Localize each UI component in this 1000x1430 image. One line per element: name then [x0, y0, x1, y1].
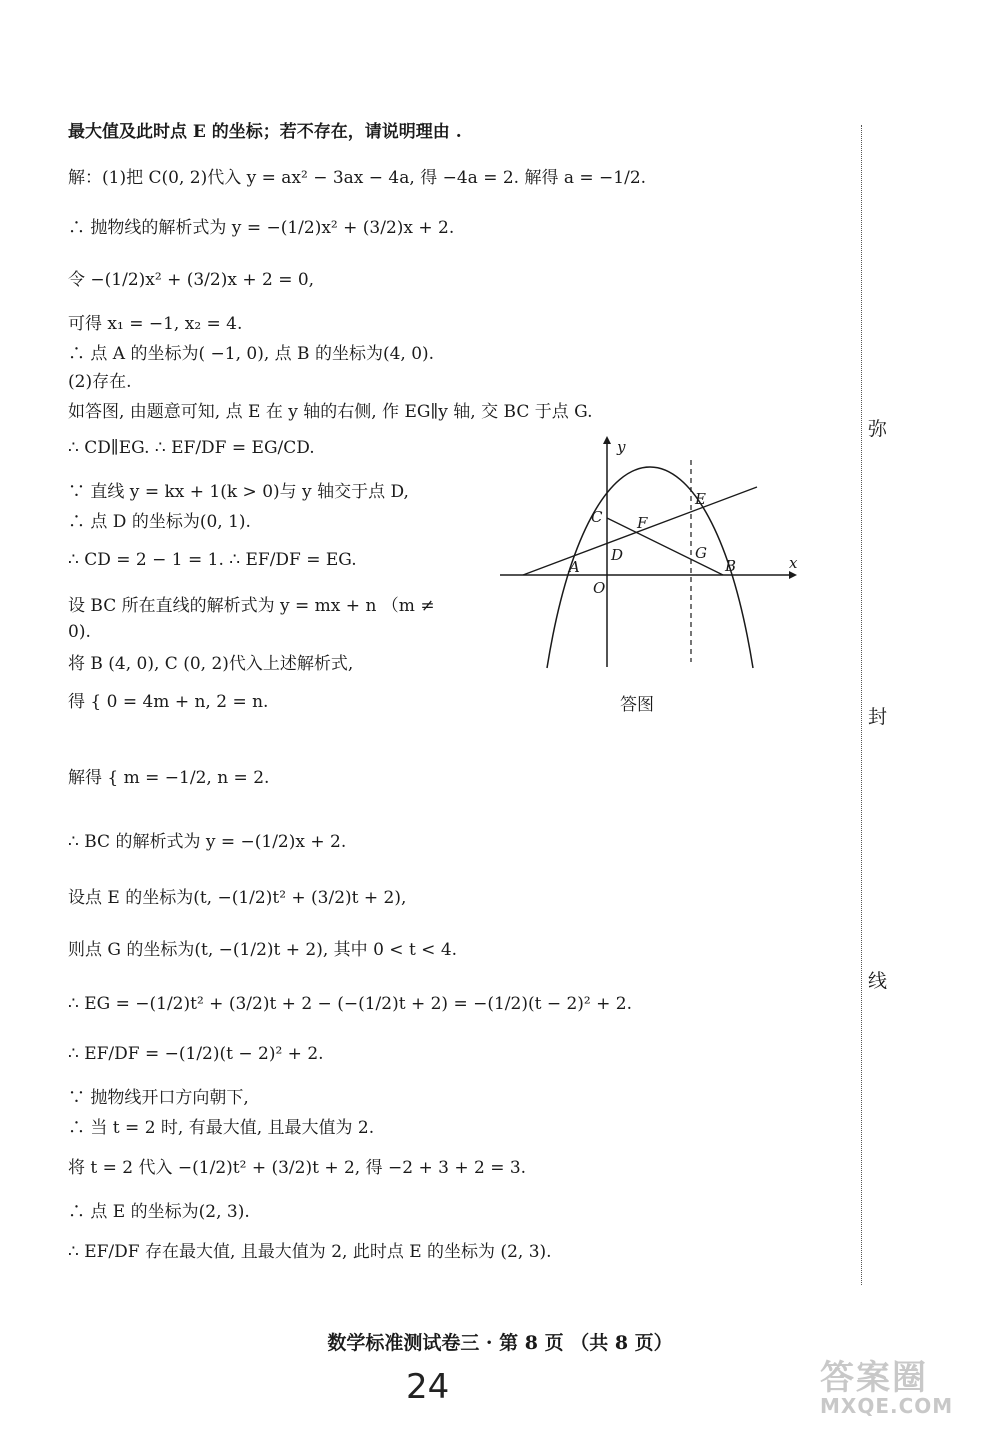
- watermark-logo: [820, 1350, 980, 1420]
- text-line-14: 0).: [68, 622, 91, 642]
- text-line-17: 解得 { m = −1/2, n = 2.: [68, 768, 270, 788]
- text-line-1: 最大值及此时点 E 的坐标；若不存在，请说明理由 .: [68, 122, 462, 142]
- label-o: O: [593, 579, 606, 597]
- seal-char-mi: 弥: [868, 418, 888, 440]
- watermark-en: MXQE.COM: [820, 1394, 954, 1418]
- watermark-cn: 答案圈: [820, 1358, 928, 1398]
- seal-char-feng: 封: [868, 706, 888, 728]
- text-line-4: 令 −(1/2)x² + (3/2)x + 2 = 0,: [68, 270, 315, 290]
- text-line-12: ∴ CD = 2 − 1 = 1. ∴ EF/DF = EG.: [68, 550, 357, 570]
- text-line-21: ∴ EG = −(1/2)t² + (3/2)t + 2 − (−(1/2)t + 2) = −(1/2)(t − 2)² + 2.: [68, 994, 633, 1014]
- text-line-6: ∴ 点 A 的坐标为( −1, 0), 点 B 的坐标为(4, 0).: [68, 344, 435, 364]
- text-line-23: ∵ 抛物线开口方向朝下,: [68, 1088, 249, 1108]
- page-footer: 数学标准测试卷三 · 第 8 页 （共 8 页）: [327, 1332, 673, 1354]
- label-y: y: [617, 438, 626, 456]
- text-line-5: 可得 x₁ = −1, x₂ = 4.: [68, 314, 243, 334]
- seal-dotted-line: [861, 125, 862, 1285]
- text-line-13: 设 BC 所在直线的解析式为 y = mx + n （m ≠: [68, 596, 435, 616]
- text-line-26: ∴ 点 E 的坐标为(2, 3).: [68, 1202, 250, 1222]
- y-axis-arrow: [603, 436, 611, 444]
- figure-caption: 答图: [620, 695, 654, 715]
- text-line-27: ∴ EF/DF 存在最大值, 且最大值为 2, 此时点 E 的坐标为 (2, 3).: [68, 1242, 552, 1262]
- text-line-18: ∴ BC 的解析式为 y = −(1/2)x + 2.: [68, 832, 347, 852]
- text-line-24: ∴ 当 t = 2 时, 有最大值, 且最大值为 2.: [68, 1118, 375, 1138]
- text-line-22: ∴ EF/DF = −(1/2)(t − 2)² + 2.: [68, 1044, 324, 1064]
- text-line-9: ∴ CD∥EG. ∴ EF/DF = EG/CD.: [68, 438, 315, 458]
- text-line-25: 将 t = 2 代入 −(1/2)t² + (3/2)t + 2, 得 −2 + 3 + 2 = 3.: [68, 1158, 527, 1178]
- text-line-2: 解：(1)把 C(0, 2)代入 y = ax² − 3ax − 4a, 得 −4a = 2. 解得 a = −1/2.: [68, 168, 647, 188]
- label-g: G: [695, 544, 707, 562]
- label-e: E: [695, 490, 706, 508]
- label-c: C: [591, 508, 603, 526]
- x-axis-arrow: [789, 571, 797, 579]
- label-f: F: [637, 514, 648, 532]
- text-line-19: 设点 E 的坐标为(t, −(1/2)t² + (3/2)t + 2),: [68, 888, 407, 908]
- text-line-11: ∴ 点 D 的坐标为(0, 1).: [68, 512, 251, 532]
- text-line-15: 将 B (4, 0), C (0, 2)代入上述解析式,: [68, 654, 354, 674]
- label-d: D: [611, 546, 624, 564]
- text-line-20: 则点 G 的坐标为(t, −(1/2)t + 2), 其中 0 < t < 4.: [68, 940, 458, 960]
- answer-figure: [495, 430, 815, 675]
- label-x: x: [789, 554, 798, 572]
- text-line-3: ∴ 抛物线的解析式为 y = −(1/2)x² + (3/2)x + 2.: [68, 218, 455, 238]
- seal-char-xian: 线: [868, 970, 888, 992]
- label-a: A: [569, 558, 580, 576]
- handwritten-page-number: 24: [406, 1367, 450, 1407]
- text-line-16: 得 { 0 = 4m + n, 2 = n.: [68, 692, 269, 712]
- text-line-8: 如答图, 由题意可知, 点 E 在 y 轴的右侧, 作 EG∥y 轴, 交 BC 于点 G.: [68, 402, 593, 422]
- label-b: B: [725, 557, 737, 575]
- text-line-7: (2)存在.: [68, 372, 132, 392]
- text-line-10: ∵ 直线 y = kx + 1(k > 0)与 y 轴交于点 D,: [68, 482, 409, 502]
